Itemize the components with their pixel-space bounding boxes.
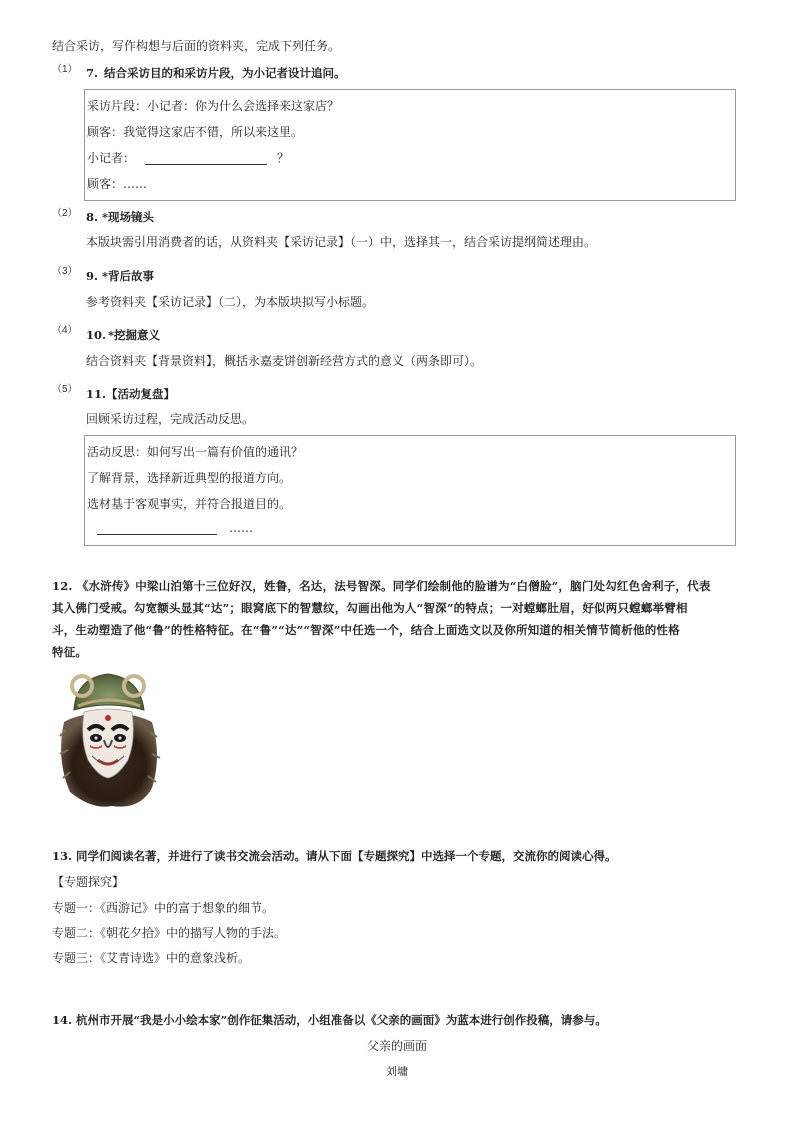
- q5-box-line2: 了解背景，选择新近典型的报道方向。: [87, 471, 292, 485]
- q13-topic2: 专题二：《朝花夕拾》中的描写人物的手法。: [52, 926, 287, 940]
- q5-marker: （5）: [52, 384, 78, 395]
- q4-number: 10.: [86, 328, 107, 342]
- q12-line4: 特征。: [52, 645, 88, 659]
- q1-answer-blank[interactable]: [145, 148, 267, 165]
- q13-header: 【专题探究】: [52, 875, 125, 889]
- q3-body: 参考资料夹【采访记录】（二），为本版块拟写小标题。: [86, 295, 375, 309]
- opera-mask-image: [52, 660, 164, 812]
- q1-interview-box: [84, 89, 736, 201]
- q5-number: 11.: [86, 387, 107, 401]
- q1-title: 结合采访目的和采访片段，为小记者设计追问。: [104, 66, 346, 80]
- q2-title: *现场镜头: [102, 210, 155, 224]
- q12-line2: 其入佛门受戒。勾宽额头显其“达”；眼窝底下的智慧纹，勾画出他为人“智深”的特点；一对螳螂肚眉，好似两只螳螂举臂相: [52, 601, 688, 615]
- q13-topic3: 专题三：《艾青诗选》中的意象浅析。: [52, 951, 251, 965]
- q2-body: 本版块需引用消费者的话，从资料夹【采访记录】（一）中，选择其一，结合采访提纲简述理由。: [86, 235, 597, 249]
- q14-title: 14. 杭州市开展“我是小小绘本家”创作征集活动，小组准备以《父亲的画面》为蓝本进行创作投稿，请参与。: [52, 1013, 607, 1027]
- q5-answer-blank[interactable]: [97, 518, 217, 535]
- q13-title: 13. 同学们阅读名著，并进行了读书交流会活动。请从下面【专题探究】中选择一个专题，交流你的阅读心得。: [52, 849, 617, 863]
- q13-topic1: 专题一：《西游记》中的富于想象的细节。: [52, 901, 275, 915]
- q12-line1: 12. 《水浒传》中梁山泊第十三位好汉，姓鲁，名达，法号智深。同学们绘制他的脸谱为“白僧脸”，脑门处勾红色舍利子，代表: [52, 579, 711, 593]
- q1-box-line1: 采访片段：小记者：你为什么会选择来这家店？: [87, 99, 340, 113]
- q2-number: 8.: [86, 210, 99, 224]
- q1-box-line2: 顾客：我觉得这家店不错，所以来这里。: [87, 125, 304, 139]
- q12-line3: 斗，生动塑造了他“鲁”的性格特征。在“鲁”“达”“智深”中任选一个，结合上面选文以及你所知道的相关情节简析他的性格: [52, 623, 680, 637]
- q1-box-line3-label: 小记者：: [87, 151, 136, 165]
- q5-box-line4-end: ……: [229, 521, 253, 535]
- q3-number: 9.: [86, 269, 99, 283]
- q5-reflection-box: [84, 435, 736, 546]
- q14-article-title: 父亲的画面: [366, 1039, 427, 1053]
- q5-box-line1: 活动反思：如何写出一篇有价值的通讯？: [87, 445, 304, 459]
- q14-author: 刘墉: [386, 1065, 408, 1078]
- q5-title: 【活动复盘】: [106, 387, 175, 401]
- intro-text: 结合采访，写作构想与后面的资料夹，完成下列任务。: [52, 39, 341, 53]
- q3-marker: （3）: [52, 266, 78, 277]
- opera-mask-illustration: [52, 660, 164, 812]
- q4-marker: （4）: [52, 325, 78, 336]
- q5-body: 回顾采访过程，完成活动反思。: [86, 412, 255, 426]
- q4-title: *挖掘意义: [108, 328, 161, 342]
- q1-box-line4: 顾客：……: [87, 177, 148, 191]
- q5-box-line3: 选材基于客观事实，并符合报道目的。: [87, 497, 292, 511]
- q4-body: 结合资料夹【背景资料】，概括永嘉麦饼创新经营方式的意义（两条即可）。: [86, 354, 483, 368]
- q1-number: 7.: [86, 66, 99, 80]
- q2-marker: （2）: [52, 208, 78, 219]
- q3-title: *背后故事: [102, 269, 155, 283]
- q1-marker: （1）: [52, 64, 78, 75]
- q1-box-line3-end: ？: [277, 151, 290, 165]
